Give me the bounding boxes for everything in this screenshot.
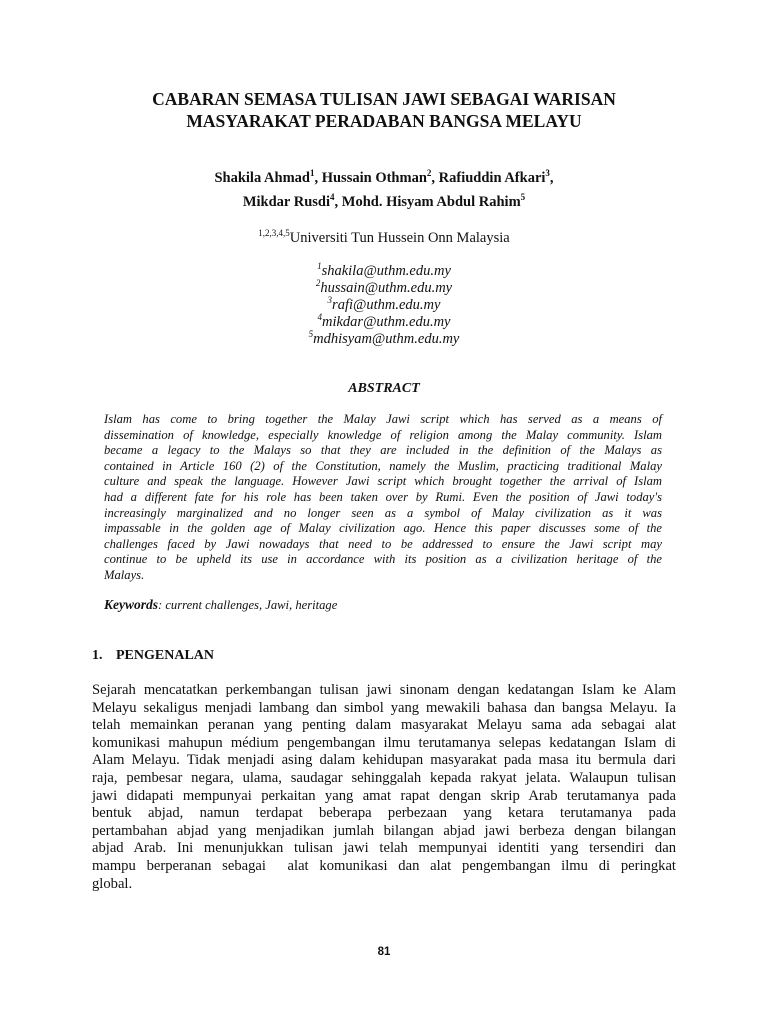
body-line: abjad Arab. Ini menunjukkan tulisan jawi telah mempunyai identiti yang tersendiri dan: [92, 840, 676, 857]
author-line-1: [0, 166, 768, 190]
email-item: [0, 297, 768, 314]
abstract-line: impassable in the golden age of Malay civilization ago. Hence this paper discusses some of the: [104, 521, 662, 536]
body-line: mampu berperanan sebagai alat komunikasi dan alat pengembangan ilmu di peringkat: [92, 857, 676, 874]
abstract-heading: ABSTRACT: [348, 381, 420, 396]
author-sup: 2: [426, 168, 432, 179]
title-line-1: CABARAN SEMASA TULISAN JAWI SEBAGAI WARISAN: [152, 89, 616, 109]
body-line: Melayu sekaligus menjadi lambang dan simbol yang mewakili bahasa dan bangsa Melayu. Ia: [92, 699, 676, 716]
body-line: jawi didapati mempunyai perkaitan yang amat rapat dengan skrip Arab terutamanya pada: [92, 787, 676, 804]
author-name: Mohd. Hisyam Abdul Rahim: [341, 194, 521, 210]
abstract-line: had a different fate for his role has been taken over by Rumi. Even the position of Jawi today's: [104, 489, 662, 504]
affiliation-name: Universiti Tun Hussein Onn Malaysia: [289, 230, 510, 246]
abstract-line: Malays.: [104, 567, 145, 582]
email-list: [0, 263, 768, 348]
abstract-line: Islam has come to bring together the Malay Jawi script which has served as a means of: [104, 412, 662, 426]
body-line: Alam Melayu. Tidak menjadi asing dalam kehidupan masyarakat pada masa itu bermula dari: [92, 752, 676, 769]
author-name: Hussain Othman: [321, 170, 427, 186]
email-item: [0, 263, 768, 280]
section-title: PENGENALAN: [116, 648, 215, 663]
email-address: rafi@uthm.edu.my: [332, 297, 441, 313]
email-item: [0, 331, 768, 348]
author-sup: 3: [545, 168, 550, 179]
email-number: 5: [308, 329, 314, 340]
body-line: Sejarah mencatatkan perkembangan tulisan jawi sinonam dengan kedatangan Islam ke Alam: [92, 682, 676, 698]
abstract-line: contained in Article 160 (2) of the Constitution, namely the Muslim, practicing traditional Malay: [104, 458, 662, 473]
email-number: 2: [315, 278, 321, 289]
body-line: raja, pembesar negara, ulama, saudagar sehinggalah kepada rakyat jelata. Walaupun tulisan: [92, 769, 676, 786]
author-list: [0, 166, 768, 214]
email-item: [0, 314, 768, 331]
abstract-line: became a legacy to the Malays so that they are included in the definition of the Malays as: [104, 443, 662, 458]
affiliation-sup: 1,2,3,4,5: [258, 228, 290, 239]
author-name: Mikdar Rusdi: [242, 194, 331, 210]
body-line: telah memainkan peranan yang penting dalam masyarakat Melayu sama ada sebagai alat: [92, 717, 676, 734]
title-line-2: MASYARAKAT PERADABAN BANGSA MELAYU: [186, 111, 582, 131]
section-body: [92, 682, 676, 893]
email-address: shakila@uthm.edu.my: [321, 263, 451, 279]
body-line: pertambahan abjad yang menjadikan jumlah bilangan abjad jawi berbeza dengan bilangan: [92, 822, 676, 839]
abstract-line: culture and speak the language. However Jawi script which brought together the arrival of Islam: [104, 474, 662, 489]
author-name: Shakila Ahmad: [214, 170, 310, 186]
page-number: 81: [377, 946, 391, 958]
email-address: mdhisyam@uthm.edu.my: [313, 331, 460, 347]
author-sup: 1: [309, 168, 315, 179]
abstract-line: dissemination of knowledge, especially knowledge of religion among the Malay community. Islam: [104, 427, 662, 442]
author-separator: ,: [334, 194, 342, 210]
abstract-body: [104, 412, 662, 584]
abstract-line: challenges faced by Jawi nowadays that need to be addressed to ensure the Jawi script may: [104, 536, 662, 551]
email-number: 3: [327, 295, 333, 306]
email-number: 1: [317, 261, 322, 272]
author-separator: ,: [549, 170, 554, 186]
affiliation: [0, 230, 768, 247]
keywords: [104, 597, 337, 613]
paper-title: [0, 88, 768, 132]
author-separator: ,: [431, 170, 439, 186]
author-separator: ,: [314, 170, 322, 186]
section-number: 1.: [92, 648, 103, 663]
keywords-label: Keywords: [104, 597, 158, 612]
body-line: bentuk abjad, namun terdapat beberapa perbezaan yang ketara terutamanya pada: [92, 805, 676, 822]
email-address: mikdar@uthm.edu.my: [321, 314, 451, 330]
abstract-line: increasingly marginalized and no longer seen as a symbol of Malay civilization as it was: [104, 505, 662, 520]
body-line: komunikasi mahupun médium pengembangan ilmu terutamanya selepas kedatangan Islam di: [92, 734, 676, 751]
section-heading: [92, 648, 214, 664]
email-address: hussain@uthm.edu.my: [320, 280, 453, 296]
email-item: [0, 280, 768, 297]
body-line: global.: [92, 875, 133, 892]
keywords-text: : current challenges, Jawi, heritage: [158, 598, 338, 612]
author-name: Rafiuddin Afkari: [438, 170, 546, 186]
email-number: 4: [317, 312, 322, 323]
author-sup: 4: [330, 192, 335, 203]
abstract-line: continue to be upheld its use in accordance with its position as a civilization heritage of the: [104, 552, 662, 567]
author-line-2: [0, 190, 768, 214]
author-sup: 5: [520, 192, 526, 203]
